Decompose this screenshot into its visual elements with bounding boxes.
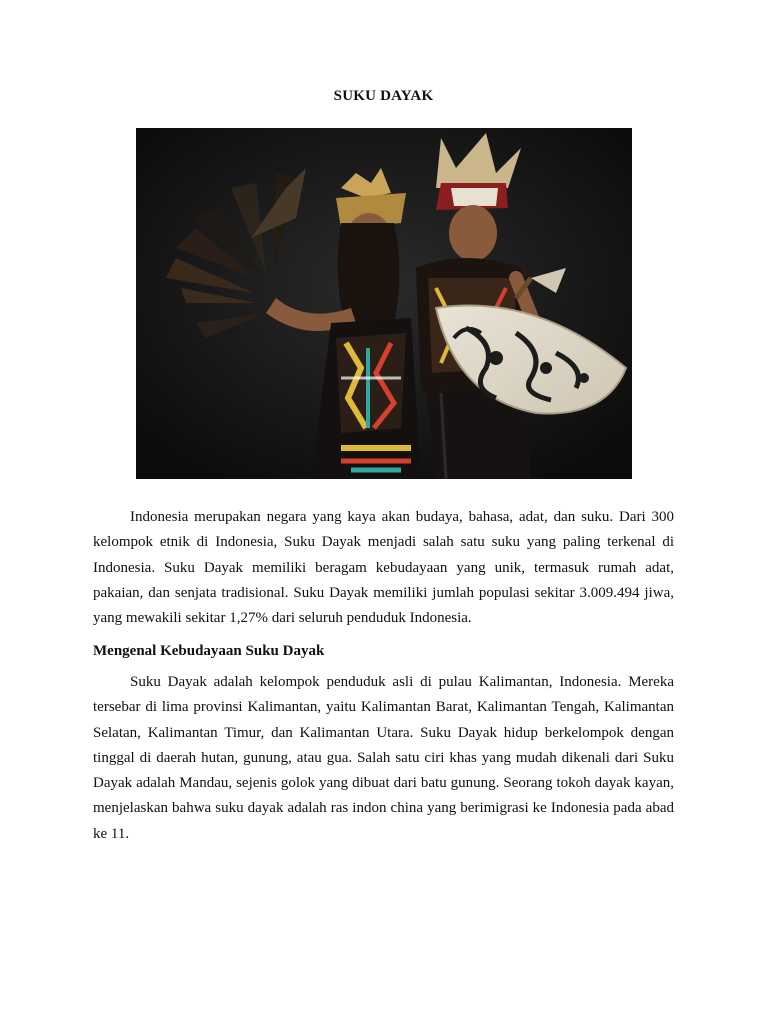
culture-paragraph: Suku Dayak adalah kelompok penduduk asli di pulau Kalimantan, Indonesia. Mereka tersebar di lima provinsi Kalimantan, yaitu Kalimantan Barat, Kalimantan Tengah, Kalimantan Selatan, Kalimantan Timur, dan Kalimantan Utara. Suku Dayak hidup berkelompok dengan tinggal di daerah hutan, gunung, atau gua. Salah satu ciri khas yang mudah dikenali dari Suku Dayak adalah Mandau, sejenis golok yang dibuat dari batu gunung. Seorang tokoh dayak kayan, menjelaskan bahwa suku dayak adalah ras indon china yang berimigrasi ke Indonesia pada abad ke 11.	[93, 674, 674, 842]
document-page	[93, 0, 674, 1024]
document-title: SUKU DAYAK	[333, 88, 434, 104]
dayak-dancers-photo	[136, 128, 632, 479]
intro-paragraph: Indonesia merupakan negara yang kaya akan budaya, bahasa, adat, dan suku. Dari 300 kelompok etnik di Indonesia, Suku Dayak menjadi salah satu suku yang paling terkenal di Indonesia. Suku Dayak memiliki beragam kebudayaan yang unik, termasuk rumah adat, pakaian, dan senjata tradisional. Suku Dayak memiliki jumlah populasi sekitar 3.009.494 jiwa, yang mewakili sekitar 1,27% dari seluruh penduduk Indonesia.	[93, 509, 674, 627]
section-heading: Mengenal Kebudayaan Suku Dayak	[93, 643, 325, 659]
dayak-dancers-illustration	[136, 128, 632, 479]
